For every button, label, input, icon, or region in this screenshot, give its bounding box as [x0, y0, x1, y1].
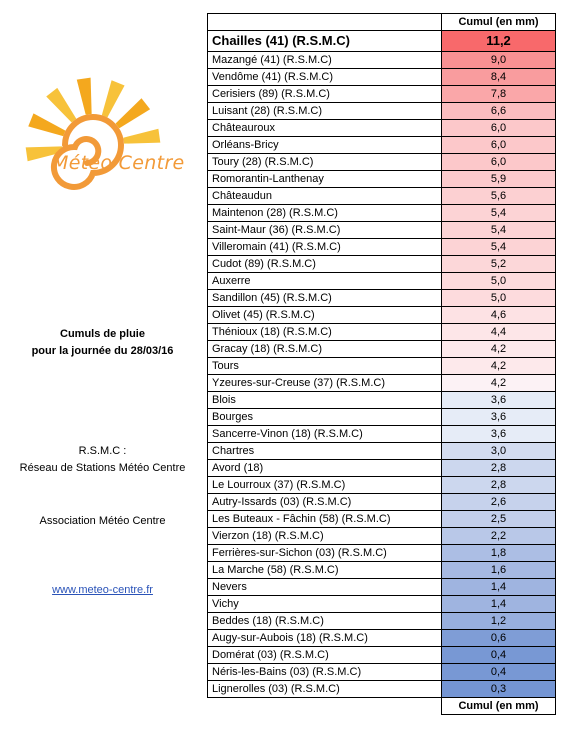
- rainfall-value-cell: 2,8: [442, 477, 556, 494]
- rainfall-value-cell: 9,0: [442, 52, 556, 69]
- table-row: [208, 596, 556, 613]
- station-cell: Yzeures-sur-Creuse (37) (R.S.M.C): [208, 375, 442, 392]
- rainfall-value-cell: 5,0: [442, 273, 556, 290]
- table-row: [208, 341, 556, 358]
- table-row: [208, 256, 556, 273]
- table-row: [208, 290, 556, 307]
- station-cell: Villeromain (41) (R.S.M.C): [208, 239, 442, 256]
- table-row: [208, 647, 556, 664]
- station-cell: Néris-les-Bains (03) (R.S.M.C): [208, 664, 442, 681]
- rainfall-value-cell: 6,0: [442, 120, 556, 137]
- station-cell: Romorantin-Lanthenay: [208, 171, 442, 188]
- table-row: [208, 477, 556, 494]
- station-cell: La Marche (58) (R.S.M.C): [208, 562, 442, 579]
- footer-blank-cell: [208, 698, 442, 715]
- station-cell: Ferrières-sur-Sichon (03) (R.S.M.C): [208, 545, 442, 562]
- station-cell: Toury (28) (R.S.M.C): [208, 154, 442, 171]
- table-row: [208, 69, 556, 86]
- station-cell: Saint-Maur (36) (R.S.M.C): [208, 222, 442, 239]
- rainfall-value-cell: 5,2: [442, 256, 556, 273]
- table-row: [208, 460, 556, 477]
- table-row: [208, 579, 556, 596]
- table-row: [208, 511, 556, 528]
- station-cell: Blois: [208, 392, 442, 409]
- table-row: [208, 52, 556, 69]
- station-cell: Bourges: [208, 409, 442, 426]
- rainfall-value-cell: 0,4: [442, 664, 556, 681]
- station-cell: Cerisiers (89) (R.S.M.C): [208, 86, 442, 103]
- station-cell: Avord (18): [208, 460, 442, 477]
- station-cell: Le Lourroux (37) (R.S.M.C): [208, 477, 442, 494]
- station-cell: Olivet (45) (R.S.M.C): [208, 307, 442, 324]
- table-row: [208, 239, 556, 256]
- station-cell: Beddes (18) (R.S.M.C): [208, 613, 442, 630]
- table-row: [208, 137, 556, 154]
- rainfall-value-cell: 7,8: [442, 86, 556, 103]
- table-row: [208, 31, 556, 52]
- table-row: [208, 630, 556, 647]
- website-link[interactable]: www.meteo-centre.fr: [52, 584, 153, 596]
- station-cell: Vierzon (18) (R.S.M.C): [208, 528, 442, 545]
- rainfall-value-cell: 0,6: [442, 630, 556, 647]
- station-cell: Cudot (89) (R.S.M.C): [208, 256, 442, 273]
- table-row: [208, 273, 556, 290]
- station-cell: Luisant (28) (R.S.M.C): [208, 103, 442, 120]
- rainfall-value-cell: 2,2: [442, 528, 556, 545]
- table-row: [208, 409, 556, 426]
- rainfall-value-cell: 5,4: [442, 222, 556, 239]
- table-row: [208, 86, 556, 103]
- table-row: [208, 664, 556, 681]
- table-row: [208, 307, 556, 324]
- station-cell: Tours: [208, 358, 442, 375]
- rainfall-value-cell: 3,0: [442, 443, 556, 460]
- table-row: [208, 426, 556, 443]
- rainfall-value-cell: 0,4: [442, 647, 556, 664]
- association-name: Association Météo Centre: [39, 515, 166, 527]
- rainfall-value-cell: 1,4: [442, 579, 556, 596]
- rainfall-value-cell: 3,6: [442, 426, 556, 443]
- table-row: [208, 324, 556, 341]
- station-cell: Augy-sur-Aubois (18) (R.S.M.C): [208, 630, 442, 647]
- station-cell: Chartres: [208, 443, 442, 460]
- station-cell: Nevers: [208, 579, 442, 596]
- rainfall-value-cell: 11,2: [442, 31, 556, 52]
- station-cell: Châteaudun: [208, 188, 442, 205]
- rainfall-value-cell: 4,2: [442, 358, 556, 375]
- network-line1: R.S.M.C :: [78, 445, 127, 457]
- report-title-line1: Cumuls de pluie: [60, 328, 145, 340]
- rainfall-value-cell: 4,2: [442, 375, 556, 392]
- table-footer-row: [208, 698, 556, 715]
- rainfall-value-cell: 6,6: [442, 103, 556, 120]
- station-cell: Mazangé (41) (R.S.M.C): [208, 52, 442, 69]
- table-row: [208, 562, 556, 579]
- station-cell: Vichy: [208, 596, 442, 613]
- table-row: [208, 528, 556, 545]
- table-row: [208, 494, 556, 511]
- rainfall-value-cell: 1,4: [442, 596, 556, 613]
- station-cell: Domérat (03) (R.S.M.C): [208, 647, 442, 664]
- network-line2: Réseau de Stations Météo Centre: [19, 462, 186, 474]
- rainfall-value-cell: 5,6: [442, 188, 556, 205]
- table-row: [208, 154, 556, 171]
- rainfall-value-cell: 4,4: [442, 324, 556, 341]
- table-row: [208, 545, 556, 562]
- table-row: [208, 120, 556, 137]
- rainfall-value-cell: 6,0: [442, 137, 556, 154]
- rainfall-value-cell: 2,8: [442, 460, 556, 477]
- rainfall-value-cell: 4,6: [442, 307, 556, 324]
- rainfall-value-cell: 1,8: [442, 545, 556, 562]
- station-cell: Thénioux (18) (R.S.M.C): [208, 324, 442, 341]
- rainfall-value-cell: 0,3: [442, 681, 556, 698]
- station-cell: Chailles (41) (R.S.M.C): [208, 31, 442, 52]
- station-cell: Autry-Issards (03) (R.S.M.C): [208, 494, 442, 511]
- table-row: [208, 222, 556, 239]
- station-cell: Maintenon (28) (R.S.M.C): [208, 205, 442, 222]
- rainfall-value-cell: 5,0: [442, 290, 556, 307]
- rainfall-value-cell: 1,6: [442, 562, 556, 579]
- rainfall-value-cell: 1,2: [442, 613, 556, 630]
- table-row: [208, 103, 556, 120]
- station-cell: Gracay (18) (R.S.M.C): [208, 341, 442, 358]
- table-row: [208, 681, 556, 698]
- station-cell: Lignerolles (03) (R.S.M.C): [208, 681, 442, 698]
- table-row: [208, 188, 556, 205]
- rainfall-value-cell: 2,6: [442, 494, 556, 511]
- header-blank-cell: [208, 14, 442, 31]
- rainfall-table: [207, 13, 556, 715]
- table-row: [208, 375, 556, 392]
- sun-logo-icon: [8, 70, 193, 200]
- rainfall-value-cell: 5,9: [442, 171, 556, 188]
- rainfall-value-cell: 3,6: [442, 409, 556, 426]
- station-cell: Sancerre-Vinon (18) (R.S.M.C): [208, 426, 442, 443]
- table-row: [208, 613, 556, 630]
- rainfall-value-cell: 3,6: [442, 392, 556, 409]
- report-title: [0, 326, 205, 360]
- station-cell: Auxerre: [208, 273, 442, 290]
- table-row: [208, 443, 556, 460]
- table-row: [208, 171, 556, 188]
- rainfall-value-cell: 5,4: [442, 239, 556, 256]
- station-cell: Les Buteaux - Fâchin (58) (R.S.M.C): [208, 511, 442, 528]
- table-row: [208, 358, 556, 375]
- table-header-row: [208, 14, 556, 31]
- station-cell: Sandillon (45) (R.S.M.C): [208, 290, 442, 307]
- report-title-line2: pour la journée du 28/03/16: [31, 345, 174, 357]
- station-cell: Châteauroux: [208, 120, 442, 137]
- logo-text: Météo Centre: [52, 152, 185, 174]
- header-cumul: Cumul (en mm): [442, 14, 556, 31]
- rainfall-value-cell: 5,4: [442, 205, 556, 222]
- rainfall-value-cell: 4,2: [442, 341, 556, 358]
- table-row: [208, 205, 556, 222]
- rainfall-value-cell: 6,0: [442, 154, 556, 171]
- rainfall-value-cell: 2,5: [442, 511, 556, 528]
- rainfall-value-cell: 8,4: [442, 69, 556, 86]
- station-cell: Vendôme (41) (R.S.M.C): [208, 69, 442, 86]
- station-cell: Orléans-Bricy: [208, 137, 442, 154]
- footer-cumul: Cumul (en mm): [442, 698, 556, 715]
- network-info: [0, 443, 205, 477]
- table-row: [208, 392, 556, 409]
